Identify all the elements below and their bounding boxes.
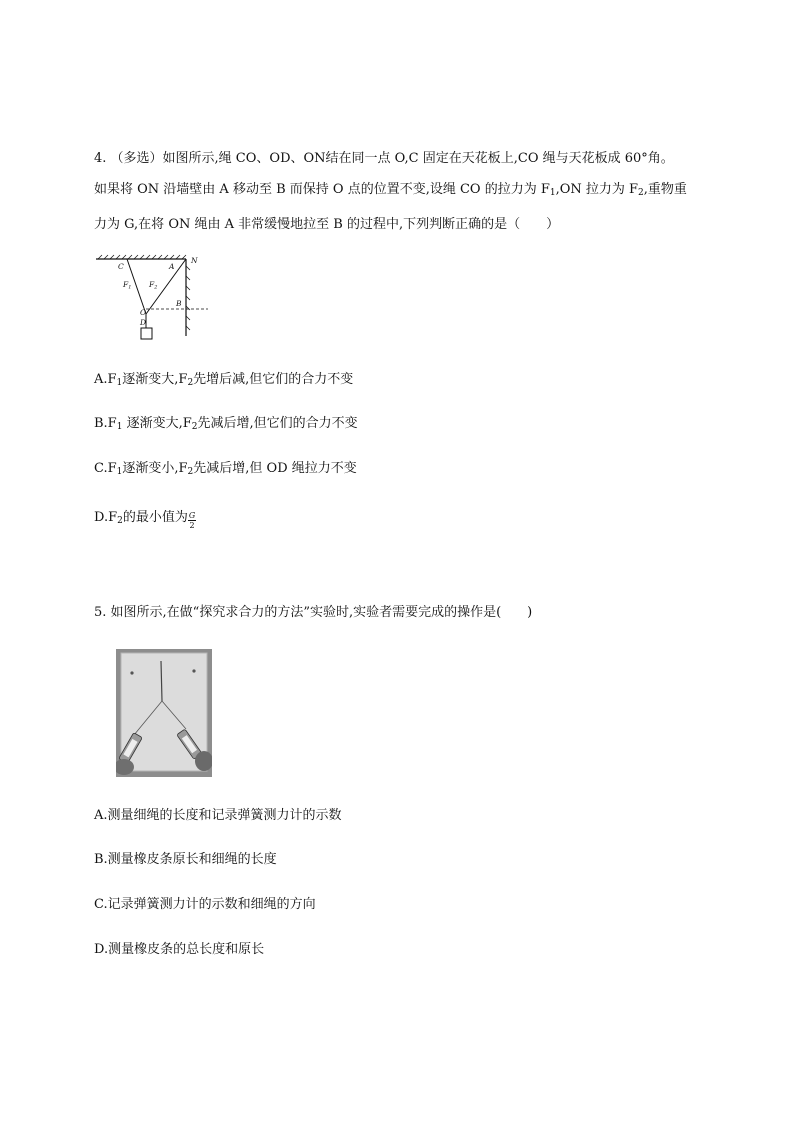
pin [192, 669, 195, 672]
pin [130, 671, 133, 674]
q5-option-b: B.测量橡皮条原长和细绳的长度 [94, 852, 277, 867]
ceiling-hatching [98, 255, 186, 259]
fraction-g-over-2: $\frac{G}{2}$ [188, 511, 196, 530]
label-o: O [140, 308, 147, 317]
question-4 [94, 143, 714, 240]
rope-diagram [94, 252, 214, 342]
experiment-photo [116, 649, 212, 777]
label-f1: $F_1$ [123, 280, 132, 291]
label-a: A [169, 262, 175, 271]
weight-box [141, 328, 152, 339]
q5-option-a: A.测量细绳的长度和记录弹簧测力计的示数 [94, 808, 342, 823]
wall-hatching [186, 266, 190, 330]
q4-option-b: $B.F_1$ 逐渐变大$,F_2$先减后增,但它们的合力不变 [94, 416, 358, 432]
label-b: B [176, 299, 182, 308]
label-d: D [140, 318, 147, 327]
label-n: N [191, 256, 198, 265]
q4-option-c: $C.F_1$逐渐变小$,F_2$先减后增,但 OD 绳拉力不变 [94, 461, 357, 477]
q4-stem-line-1: 4. （多选）如图所示,绳 CO、OD、ON结在同一点 O,C 固定在天花板上,CO 绳与天花板成 60°角。 [94, 151, 674, 166]
label-c: C [118, 262, 124, 271]
label-f2: $F_2$ [149, 280, 158, 291]
q4-option-d: $D.F_2$的最小值为 $\frac{G}{2}$ [94, 510, 196, 530]
q4-stem-line-2: 如果将 ON 沿墙壁由 A 移动至 B 而保持 O 点的位置不变,设绳 CO 的拉力为 $F_1,ON$ 拉力为 $F_2$,重物重 [94, 182, 687, 198]
q4-stem-line-3: 力为 G,在将 ON 绳由 A 非常缓慢地拉至 B 的过程中,下列判断正确的是（ ） [94, 217, 560, 232]
q5-option-c: C.记录弹簧测力计的示数和细绳的方向 [94, 897, 316, 912]
q5-stem: 5. 如图所示,在做“探究求合力的方法”实验时,实验者需要完成的操作是( ) [94, 605, 533, 620]
q4-option-a: $A.F_1$逐渐变大$,F_2$先增后减,但它们的合力不变 [94, 372, 354, 388]
q5-option-d: D.测量橡皮条的总长度和原长 [94, 942, 265, 957]
question-5 [94, 603, 714, 623]
